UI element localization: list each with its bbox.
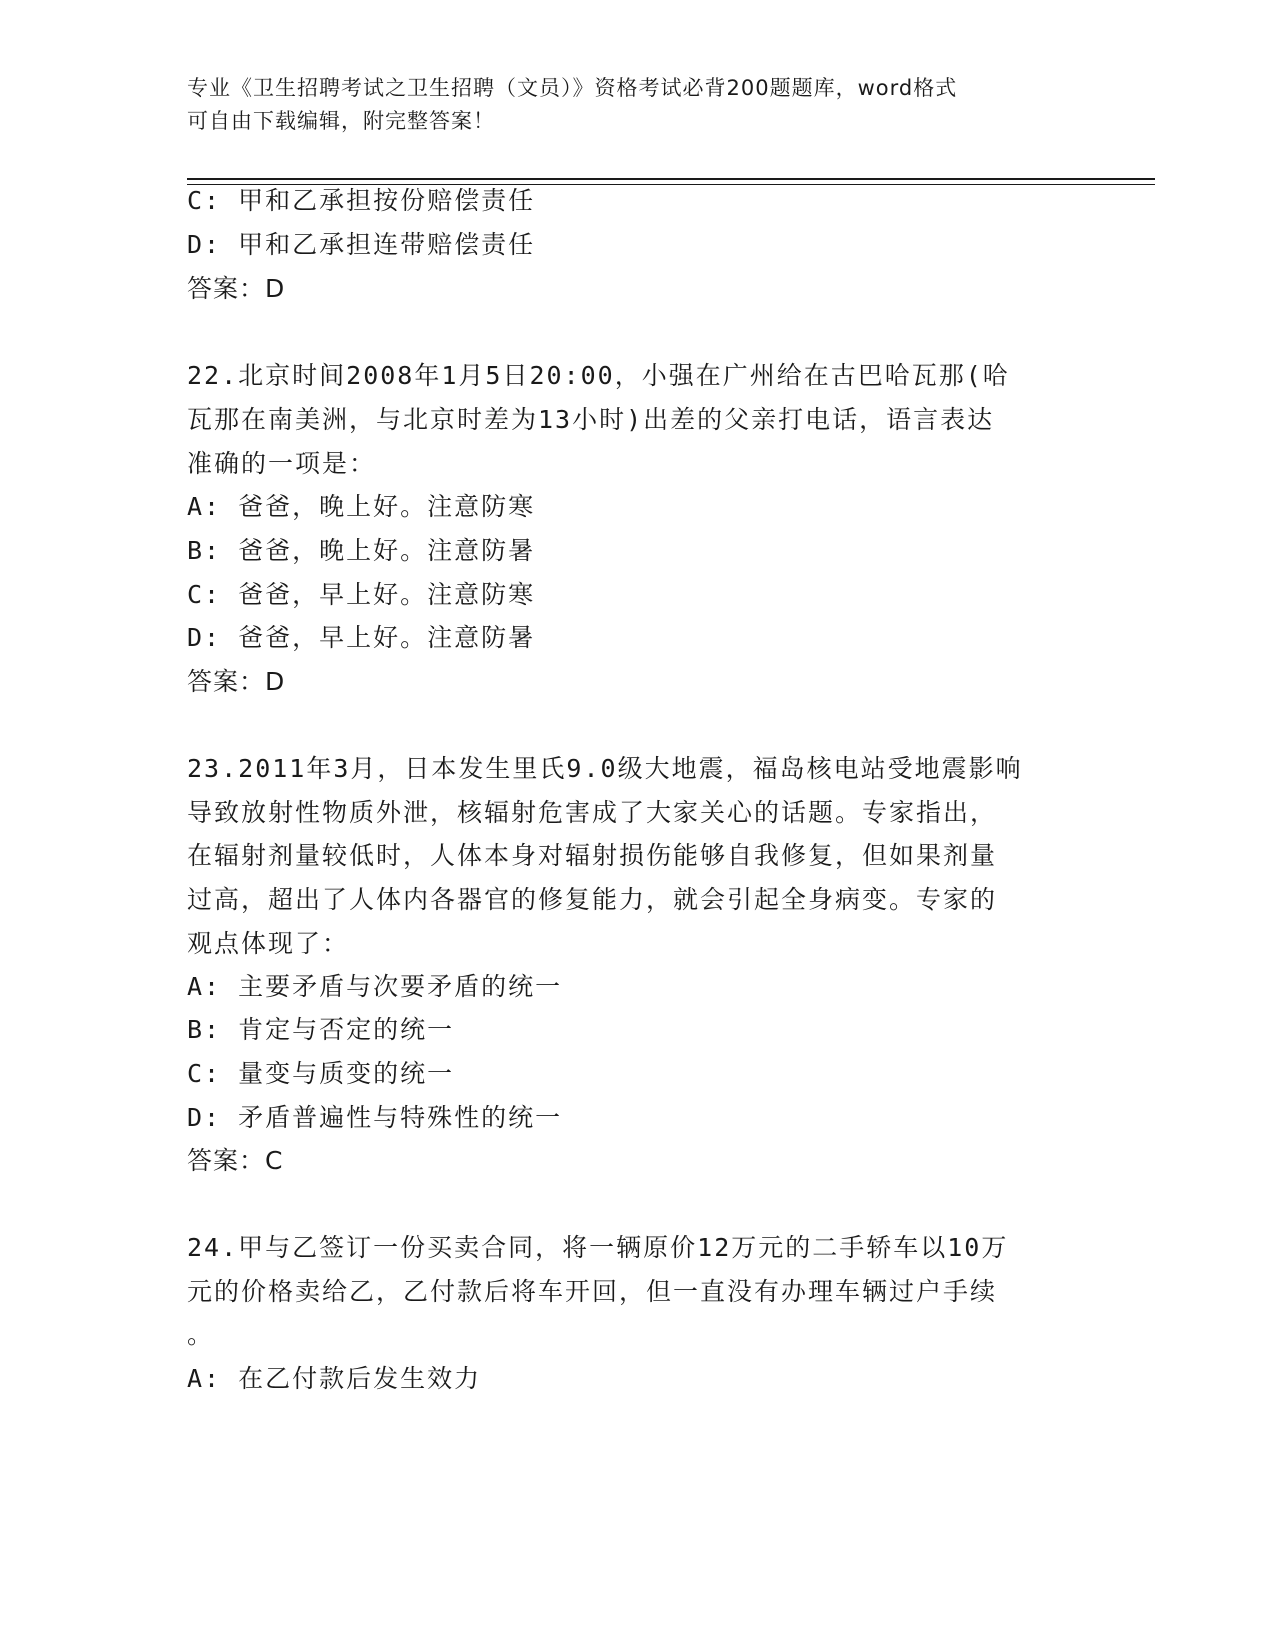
q22-stem-line-3: 准确的一项是： (187, 449, 377, 478)
q22-option-a: A: 爸爸，晚上好。注意防寒 (187, 492, 536, 521)
q22-stem-line-2: 瓦那在南美洲，与北京时差为13小时)出差的父亲打电话，语言表达 (187, 405, 995, 434)
q23-stem-line-1: 23.2011年3月，日本发生里氏9.0级大地震，福岛核电站受地震影响 (187, 754, 1023, 783)
q23-option-a: A: 主要矛盾与次要矛盾的统一 (187, 972, 563, 1001)
q21-option-d: D: 甲和乙承担连带赔偿责任 (187, 230, 536, 259)
q23-option-d: D: 矛盾普遍性与特殊性的统一 (187, 1103, 563, 1132)
q23-stem-line-2: 导致放射性物质外泄，核辐射危害成了大家关心的话题。专家指出， (187, 798, 998, 827)
q22-option-c: C: 爸爸，早上好。注意防寒 (187, 580, 536, 609)
q22-option-d: D: 爸爸，早上好。注意防暑 (187, 623, 536, 652)
document-header (187, 72, 1087, 138)
q23-stem-line-5: 观点体现了： (187, 929, 350, 958)
q24-option-a: A: 在乙付款后发生效力 (187, 1364, 482, 1393)
q24-stem-line-3: 。 (187, 1320, 215, 1349)
q22-option-b: B: 爸爸，晚上好。注意防暑 (187, 536, 536, 565)
q22-answer: 答案：D (187, 667, 286, 696)
header-title-line-1: 专业《卫生招聘考试之卫生招聘（文员）》资格考试必背200题题库，word格式 (187, 76, 958, 100)
q23-option-c: C: 量变与质变的统一 (187, 1059, 455, 1088)
q23-answer: 答案：C (187, 1146, 284, 1175)
header-title-line-2: 可自由下载编辑，附完整答案！ (187, 109, 495, 133)
q23-stem-line-3: 在辐射剂量较低时，人体本身对辐射损伤能够自我修复，但如果剂量 (187, 841, 998, 870)
q23-stem-line-4: 过高，超出了人体内各器官的修复能力，就会引起全身病变。专家的 (187, 885, 998, 914)
q24-stem-line-1: 24.甲与乙签订一份买卖合同，将一辆原价12万元的二手轿车以10万 (187, 1233, 1009, 1262)
q22-stem-line-1: 22.北京时间2008年1月5日20:00，小强在广州给在古巴哈瓦那(哈 (187, 361, 1010, 390)
q21-option-c: C: 甲和乙承担按份赔偿责任 (187, 186, 536, 215)
q24-stem-line-2: 元的价格卖给乙，乙付款后将车开回，但一直没有办理车辆过户手续 (187, 1277, 998, 1306)
q23-option-b: B: 肯定与否定的统一 (187, 1015, 455, 1044)
q21-answer: 答案：D (187, 274, 286, 303)
